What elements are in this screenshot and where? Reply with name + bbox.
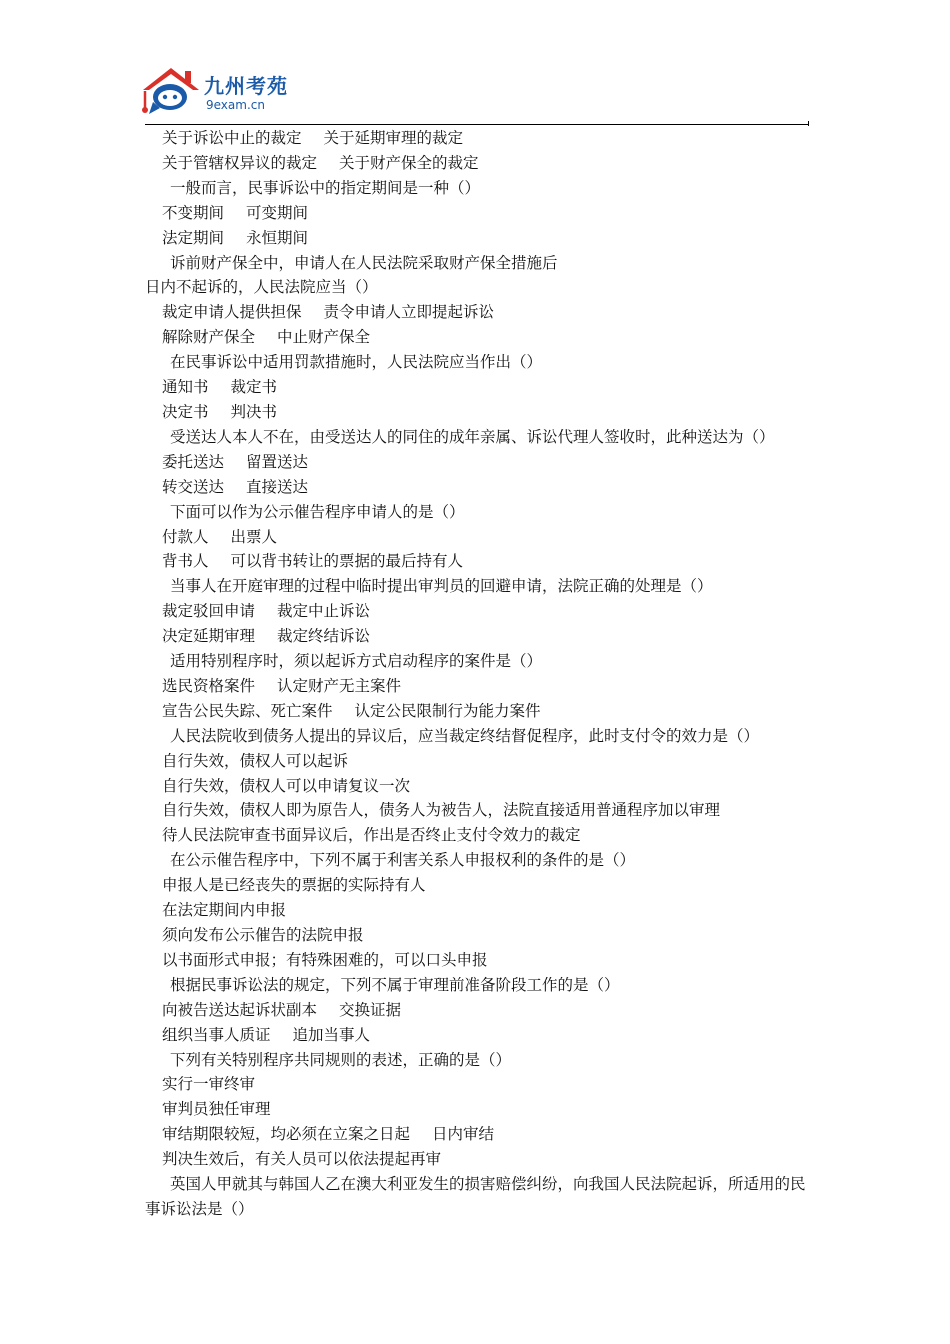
option-line	[145, 151, 809, 176]
question-text: 下列有关特别程序共同规则的表述，正确的是（）	[170, 1050, 512, 1069]
option-line	[145, 1097, 809, 1122]
option-text: 直接送达	[246, 477, 309, 496]
option-text: 裁定驳回申请	[162, 602, 256, 621]
option-line	[145, 300, 809, 325]
option-text: 责令申请人立即提起诉讼	[323, 303, 495, 322]
option-text: 自行失效，债权人可以申请复议一次	[162, 776, 411, 795]
option-line	[145, 1072, 809, 1097]
option-text: 可变期间	[246, 203, 309, 222]
option-text: 自行失效，债权人即为原告人，债务人为被告人，法院直接适用普通程序加以审理	[162, 801, 721, 820]
option-line	[145, 1023, 809, 1048]
option-text: 背书人	[162, 552, 209, 571]
option-text: 向被告送达起诉状副本	[162, 1000, 318, 1019]
option-text: 裁定终结诉讼	[277, 627, 371, 646]
option-text: 裁定书	[230, 378, 278, 397]
option-line	[145, 201, 809, 226]
option-line	[145, 525, 809, 550]
option-text: 留置送达	[246, 452, 309, 471]
option-line	[145, 898, 809, 923]
question-text: 下面可以作为公示催告程序申请人的是（）	[170, 502, 465, 521]
option-text: 转交送达	[162, 477, 225, 496]
question-line	[145, 251, 809, 301]
question-text: 根据民事诉讼法的规定，下列不属于审理前准备阶段工作的是（）	[170, 975, 620, 994]
option-line	[145, 375, 809, 400]
option-text: 永恒期间	[246, 228, 309, 247]
option-line	[145, 923, 809, 948]
option-line	[145, 475, 809, 500]
question-text: 诉前财产保全中，申请人在人民法院采取财产保全措施后	[170, 253, 558, 272]
option-text: 通知书	[162, 378, 209, 397]
option-text: 申报人是已经丧失的票据的实际持有人	[162, 876, 426, 895]
option-line	[145, 325, 809, 350]
logo-domain: 9exam.cn	[206, 98, 265, 112]
option-text: 宣告公民失踪、死亡案件	[162, 701, 333, 720]
question-line	[145, 1172, 809, 1222]
header-rule	[145, 124, 809, 125]
option-line	[145, 549, 809, 574]
option-line	[145, 1122, 809, 1147]
option-line	[145, 1147, 809, 1172]
option-text: 中止财产保全	[277, 328, 371, 347]
question-line	[145, 425, 809, 450]
option-text: 交换证据	[339, 1000, 402, 1019]
option-text: 裁定中止诉讼	[277, 602, 371, 621]
option-text: 委托送达	[162, 452, 225, 471]
option-line	[145, 450, 809, 475]
option-text: 实行一审终审	[162, 1075, 256, 1094]
option-text: 认定公民限制行为能力案件	[354, 701, 541, 720]
question-line	[145, 848, 809, 873]
option-text: 解除财产保全	[162, 328, 256, 347]
question-line	[145, 574, 809, 599]
option-text: 关于财产保全的裁定	[339, 153, 479, 172]
option-line	[145, 699, 809, 724]
question-text: 在公示催告程序中，下列不属于利害关系人申报权利的条件的是（）	[170, 851, 636, 870]
option-line	[145, 674, 809, 699]
option-text: 审结期限较短，均必须在立案之日起	[162, 1125, 411, 1144]
question-line	[145, 500, 809, 525]
option-text: 决定延期审理	[162, 627, 256, 646]
option-text: 关于延期审理的裁定	[323, 129, 464, 147]
option-text: 付款人	[162, 527, 209, 546]
question-list	[145, 126, 809, 1222]
question-line	[145, 350, 809, 375]
option-line	[145, 226, 809, 251]
option-line	[145, 998, 809, 1023]
option-line	[145, 798, 809, 823]
option-line	[145, 823, 809, 848]
option-text: 法定期间	[162, 228, 225, 247]
option-text: 裁定申请人提供担保	[162, 303, 302, 322]
question-line	[145, 724, 809, 749]
question-text: 适用特别程序时，须以起诉方式启动程序的案件是（）	[170, 652, 543, 671]
option-line	[145, 599, 809, 624]
option-text: 自行失效，债权人可以起诉	[162, 751, 349, 770]
option-line	[145, 126, 809, 151]
option-text: 关于管辖权异议的裁定	[162, 153, 318, 172]
question-text: 英国人甲就其与韩国人乙在澳大利亚发生的损害赔偿纠纷，向我国人民法院起诉，所适用的民事诉讼法是（）	[145, 1175, 806, 1218]
question-text: 受送达人本人不在，由受送达人的同住的成年亲属、诉讼代理人签收时，此种送达为（）	[170, 427, 775, 446]
option-line	[145, 624, 809, 649]
option-text: 组织当事人质证	[162, 1025, 271, 1044]
option-text: 追加当事人	[292, 1025, 371, 1044]
option-line	[145, 400, 809, 425]
option-text: 出票人	[230, 527, 278, 546]
option-text: 可以背书转让的票据的最后持有人	[230, 552, 464, 571]
logo-title: 九州考苑	[204, 74, 288, 98]
question-text: 当事人在开庭审理的过程中临时提出审判员的回避申请，法院正确的处理是（）	[170, 577, 713, 596]
question-line	[145, 649, 809, 674]
option-text: 不变期间	[162, 203, 225, 222]
question-text: 日内不起诉的，人民法院应当（）	[145, 278, 378, 297]
option-text: 认定财产无主案件	[277, 676, 402, 695]
question-line	[145, 973, 809, 998]
question-line	[145, 176, 809, 201]
option-text: 决定书	[162, 402, 209, 421]
question-line	[145, 1048, 809, 1073]
option-text: 关于诉讼中止的裁定	[162, 129, 302, 147]
question-text: 在民事诉讼中适用罚款措施时，人民法院应当作出（）	[170, 353, 543, 372]
option-text: 判决生效后，有关人员可以依法提起再审	[162, 1150, 442, 1169]
question-text: 人民法院收到债务人提出的异议后，应当裁定终结督促程序，此时支付令的效力是（）	[170, 726, 760, 745]
option-text: 须向发布公示催告的法院申报	[162, 926, 364, 944]
option-text: 待人民法院审查书面异议后，作出是否终止支付令效力的裁定	[162, 826, 581, 845]
option-text: 审判员独任审理	[162, 1100, 271, 1119]
option-text: 判决书	[230, 402, 278, 421]
option-line	[145, 873, 809, 898]
option-line	[145, 774, 809, 799]
logo-house-icon	[140, 64, 202, 120]
option-text: 在法定期间内申报	[162, 901, 287, 920]
option-text: 选民资格案件	[162, 676, 256, 695]
option-text: 以书面形式申报；有特殊困难的，可以口头申报	[162, 950, 488, 969]
site-header	[140, 64, 340, 120]
question-text: 一般而言，民事诉讼中的指定期间是一种（）	[170, 178, 481, 197]
option-line	[145, 749, 809, 774]
option-text: 日内审结	[432, 1125, 495, 1144]
option-line	[145, 948, 809, 973]
